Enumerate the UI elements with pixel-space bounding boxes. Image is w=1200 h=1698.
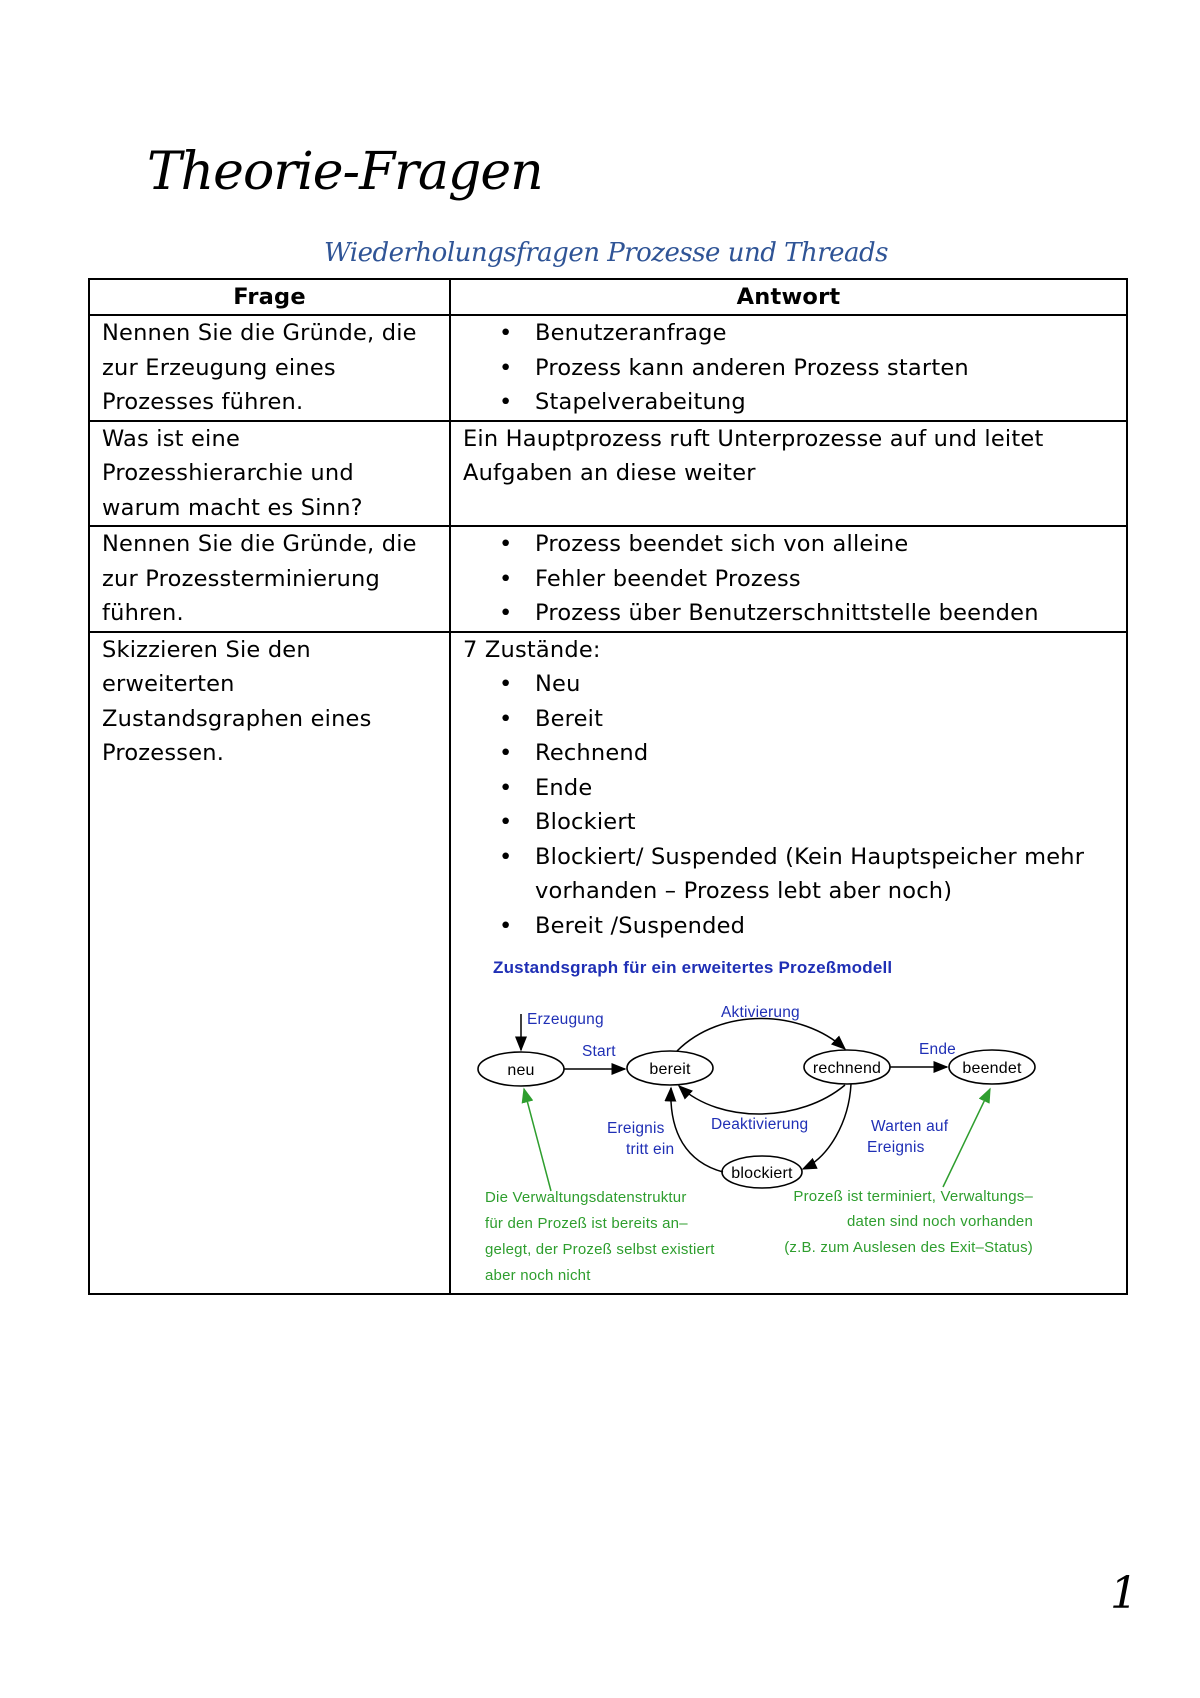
note-left-line: für den Prozeß ist bereits an– [485,1215,688,1232]
table-row [89,421,1127,527]
note-right-line: daten sind noch vorhanden [847,1213,1033,1230]
header-frage: Frage [89,279,450,315]
diagram-title: Zustandsgraph für ein erweitertes Prozeßmodell [493,958,893,977]
note-left-line: gelegt, der Prozeß selbst existiert [485,1241,715,1258]
question-cell: Skizzieren Sie den erweiterten Zustandsgraphen eines Prozessen. [89,632,450,1294]
label-ende: Ende [919,1041,956,1058]
list-item: • Bereit /Suspended [463,909,1114,944]
question-cell: Nennen Sie die Gründe, die zur Erzeugung eines Prozesses führen. [89,315,450,421]
list-item: • Fehler beendet Prozess [463,562,1114,597]
state-bereit [627,1051,713,1085]
state-label: beendet [962,1060,1022,1077]
label-ereignis-line2: tritt ein [626,1141,675,1158]
state-label: bereit [649,1061,691,1078]
page-number: 1 [1110,1568,1138,1619]
answer-intro: 7 Zustände: [463,636,601,663]
list-item: • Ende [463,771,1114,806]
note-right-line: Prozeß ist terminiert, Verwaltungs– [793,1188,1033,1205]
label-aktivierung: Aktivierung [721,1004,800,1021]
note-arrow-left [524,1089,551,1191]
state-beendet [949,1050,1035,1084]
answer-list [463,527,1114,631]
label-erzeugung: Erzeugung [527,1011,604,1028]
questions-table [88,278,1128,1295]
section-subtitle: Wiederholungsfragen Prozesse und Threads [324,238,888,268]
answer-cell [450,315,1127,421]
list-item: • Neu [463,667,1114,702]
list-item: • Prozess kann anderen Prozess starten [463,351,1114,386]
label-ereignis-line1: Ereignis [607,1120,665,1137]
answer-cell [450,526,1127,632]
list-item: • Blockiert/ Suspended (Kein Hauptspeicher mehr vorhanden – Prozess lebt aber noch) [463,840,1114,909]
question-cell: Nennen Sie die Gründe, die zur Prozessterminierung führen. [89,526,450,632]
note-left-line: Die Verwaltungsdatenstruktur [485,1189,687,1206]
note-right-line: (z.B. zum Auslesen des Exit–Status) [784,1239,1033,1256]
list-item: • Blockiert [463,805,1114,840]
state-label: rechnend [812,1060,882,1077]
label-start: Start [582,1043,616,1060]
list-item: • Bereit [463,702,1114,737]
page-title: Theorie-Fragen [147,142,543,202]
answer-list [463,316,1114,420]
list-item: • Prozess über Benutzerschnittstelle beenden [463,596,1114,631]
state-blockiert [722,1156,802,1188]
header-antwort: Antwort [450,279,1127,315]
answer-cell [450,632,1127,1294]
state-label: neu [507,1062,535,1079]
note-left-line: aber noch nicht [485,1267,591,1284]
table-row [89,632,1127,1294]
list-item: • Stapelverabeitung [463,385,1114,420]
state-neu [478,1052,564,1086]
table-row [89,526,1127,632]
table-header-row [89,279,1127,315]
label-warten-line2: Ereignis [867,1139,925,1156]
note-arrow-right [943,1089,990,1187]
label-deaktivierung: Deaktivierung [711,1116,809,1133]
table-row [89,315,1127,421]
arrow-deaktivierung [679,1085,845,1114]
label-warten-line1: Warten auf [871,1118,949,1135]
list-item: • Prozess beendet sich von alleine [463,527,1114,562]
list-item: • Rechnend [463,736,1114,771]
list-item: • Benutzeranfrage [463,316,1114,351]
state-diagram [451,947,1071,1292]
arrow-aktivierung [677,1019,845,1052]
state-rechnend [804,1050,890,1084]
answer-cell: Ein Hauptprozess ruft Unterprozesse auf und leitet Aufgaben an diese weiter [450,421,1127,527]
state-label: blockiert [731,1165,793,1182]
answer-list [463,667,1114,943]
question-cell: Was ist eine Prozesshierarchie und warum macht es Sinn? [89,421,450,527]
